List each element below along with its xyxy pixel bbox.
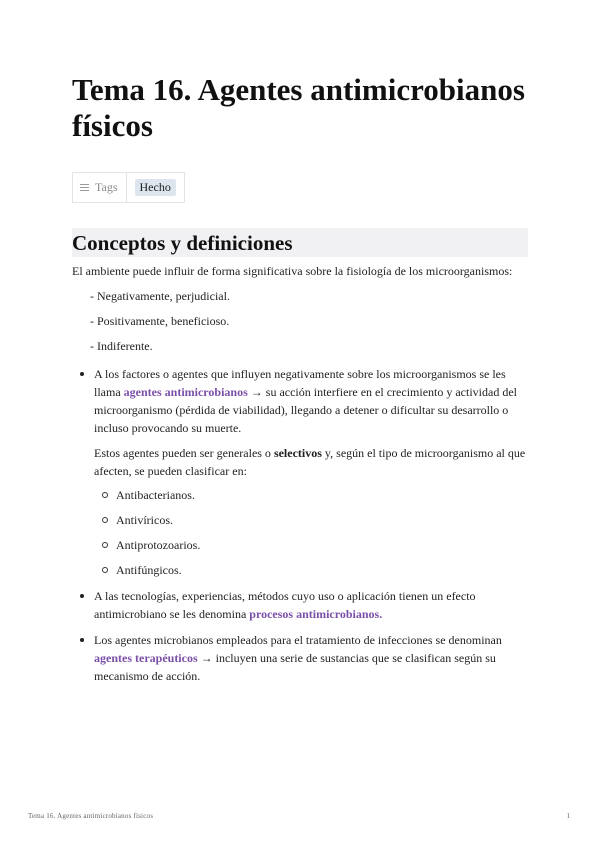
sub-list-item: Antiprotozoarios. <box>94 536 528 554</box>
tags-label: Tags <box>95 180 118 194</box>
text-run: y, según el tipo de microorganismo al que afecten, se pueden clasificar en: <box>94 446 526 478</box>
dash-item: - Indiferente. <box>90 339 153 353</box>
footer-page-number: 1 <box>566 812 570 820</box>
highlight-term: agentes terapéuticos <box>94 651 198 665</box>
footer-title: Tema 16. Agentes antimicrobianos físicos <box>28 812 154 820</box>
tag-chip[interactable]: Hecho <box>135 179 176 196</box>
page-title: Tema 16. Agentes antimicrobianos físicos <box>72 72 525 143</box>
dash-item: - Positivamente, beneficioso. <box>90 314 230 328</box>
list-item <box>72 631 528 685</box>
tags-property <box>72 172 185 203</box>
text-run: Estos agentes pueden ser generales o <box>94 446 274 460</box>
dash-item: - Negativamente, perjudicial. <box>90 289 230 303</box>
page-content <box>72 72 528 693</box>
bullet-paragraph <box>94 631 528 685</box>
text-run: → incluyen una serie de sustancias que se clasifican según su mecanismo de acción. <box>94 651 496 683</box>
text-run: → su acción interfiere en el crecimiento y actividad del microorganismo (pérdida de viabilidad), llegando a detener o dificultar su desarrollo o incluso provocando su muerte. <box>94 385 517 435</box>
list-item <box>72 587 528 623</box>
list-icon <box>80 182 89 193</box>
sub-list <box>94 486 528 579</box>
text-run: A las tecnologías, experiencias, métodos cuyo uso o aplicación tienen un efecto antimicrobiano se les denomina <box>94 589 476 621</box>
sub-list-item: Antivíricos. <box>94 511 528 529</box>
sub-list-item: Antibacterianos. <box>94 486 528 504</box>
bullet-list <box>72 365 528 685</box>
list-item <box>72 365 528 579</box>
section-heading: Conceptos y definiciones <box>72 228 528 257</box>
intro-paragraph: El ambiente puede influir de forma significativa sobre la fisiología de los microorganismos: <box>72 264 513 278</box>
highlight-term: agentes antimicrobianos <box>123 385 248 399</box>
bullet-paragraph <box>94 587 528 623</box>
bullet-paragraph <box>94 365 528 437</box>
tags-label-cell <box>73 173 127 202</box>
text-run: Los agentes microbianos empleados para el tratamiento de infecciones se denominan <box>94 633 502 647</box>
text-run: A los factores o agentes que influyen negativamente sobre los microorganismos se les llama <box>94 367 506 399</box>
bullet-subparagraph <box>94 444 528 480</box>
highlight-term: procesos antimicrobianos. <box>249 607 383 621</box>
tags-value-cell <box>127 173 184 202</box>
bold-term: selectivos <box>273 446 322 460</box>
sub-list-item: Antifúngicos. <box>94 561 528 579</box>
